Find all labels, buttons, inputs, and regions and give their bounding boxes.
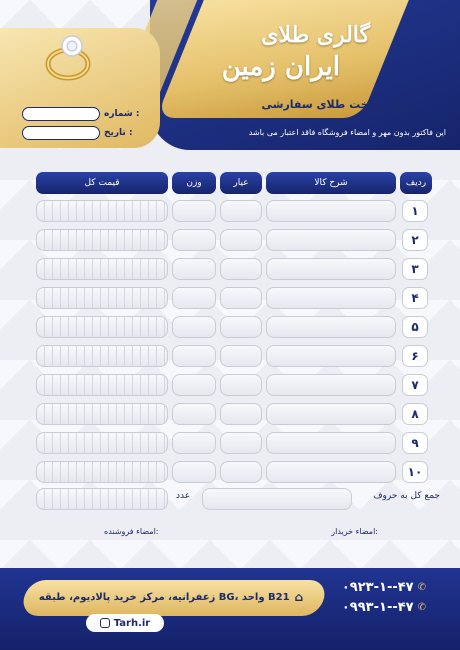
date-label: تاریخ : xyxy=(104,128,133,138)
description-cell[interactable] xyxy=(266,229,396,251)
phone-icon: ✆ xyxy=(417,582,426,593)
disclaimer: این فاکتور بدون مهر و امضاء فروشگاه فاقد اعتبار می باشد xyxy=(248,128,446,137)
karat-cell[interactable] xyxy=(220,403,262,425)
karat-cell[interactable] xyxy=(220,287,262,309)
ring-icon xyxy=(42,30,98,86)
total-words-input[interactable] xyxy=(202,488,352,510)
total-price-cell[interactable] xyxy=(36,258,168,280)
weight-cell[interactable] xyxy=(172,258,216,280)
weight-cell[interactable] xyxy=(172,316,216,338)
phone-2-text: ۰۹۹۳-۱--۴۷ xyxy=(341,600,414,615)
row-number: ۹ xyxy=(402,432,428,454)
instagram-icon xyxy=(100,618,110,628)
seller-signature-label: امضاء فروشنده: xyxy=(104,527,159,536)
col-description-header: شرح کالا xyxy=(266,172,396,194)
buyer-signature-label: امضاء خریدار: xyxy=(331,527,378,536)
row-number: ۴ xyxy=(402,287,428,309)
brand-title: گالری طلای xyxy=(261,22,370,48)
karat-cell[interactable] xyxy=(220,461,262,483)
brand-name: ایران زمین xyxy=(221,52,340,82)
row-number: ۶ xyxy=(402,345,428,367)
description-cell[interactable] xyxy=(266,345,396,367)
row-number: ۷ xyxy=(402,374,428,396)
phone-2 xyxy=(342,600,426,615)
karat-cell[interactable] xyxy=(220,258,262,280)
row-number: ۱ xyxy=(402,200,428,222)
col-karat-header: عیار xyxy=(220,172,262,194)
col-row-header: ردیف xyxy=(400,172,432,194)
karat-cell[interactable] xyxy=(220,316,262,338)
karat-cell[interactable] xyxy=(220,200,262,222)
phone-1-text: ۰۹۲۳-۱--۴۷ xyxy=(341,580,414,595)
description-cell[interactable] xyxy=(266,258,396,280)
total-price-cell[interactable] xyxy=(36,432,168,454)
total-price-cell[interactable] xyxy=(36,461,168,483)
number-input[interactable] xyxy=(22,107,100,121)
weight-cell[interactable] xyxy=(172,432,216,454)
description-cell[interactable] xyxy=(266,461,396,483)
row-number: ۸ xyxy=(402,403,428,425)
karat-cell[interactable] xyxy=(220,374,262,396)
subtitle: بورس ساخت طلای سفارشی xyxy=(261,98,420,111)
row-number: ۱۰ xyxy=(402,461,428,483)
karat-cell[interactable] xyxy=(220,229,262,251)
weight-cell[interactable] xyxy=(172,229,216,251)
description-cell[interactable] xyxy=(266,287,396,309)
row-number: ۳ xyxy=(402,258,428,280)
row-number: ۲ xyxy=(402,229,428,251)
description-cell[interactable] xyxy=(266,316,396,338)
row-number: ۵ xyxy=(402,316,428,338)
website-text: Tarh.ir xyxy=(113,617,151,629)
total-price-cell[interactable] xyxy=(36,316,168,338)
weight-cell[interactable] xyxy=(172,200,216,222)
date-field xyxy=(22,126,144,140)
weight-cell[interactable] xyxy=(172,287,216,309)
description-cell[interactable] xyxy=(266,403,396,425)
phone-icon: ✆ xyxy=(417,602,426,613)
date-input[interactable] xyxy=(22,126,100,140)
total-price-cell[interactable] xyxy=(36,374,168,396)
total-amount-input[interactable] xyxy=(36,488,168,510)
total-price-cell[interactable] xyxy=(36,229,168,251)
karat-cell[interactable] xyxy=(220,345,262,367)
phone-1 xyxy=(342,580,426,595)
karat-cell[interactable] xyxy=(220,432,262,454)
weight-cell[interactable] xyxy=(172,374,216,396)
address-text: زعفرانیه، مرکز خرید پالادیوم، طبقه BG، واحد B21 xyxy=(38,591,290,603)
total-price-cell[interactable] xyxy=(36,287,168,309)
description-cell[interactable] xyxy=(266,432,396,454)
number-label: شماره : xyxy=(104,109,140,119)
home-icon: ⌂ xyxy=(294,590,304,604)
description-cell[interactable] xyxy=(266,200,396,222)
total-price-cell[interactable] xyxy=(36,345,168,367)
weight-cell[interactable] xyxy=(172,403,216,425)
number-field xyxy=(22,107,144,121)
website-tag[interactable] xyxy=(86,614,164,632)
weight-cell[interactable] xyxy=(172,345,216,367)
total-words-label: جمع کل به حروف xyxy=(373,491,440,501)
total-price-cell[interactable] xyxy=(36,200,168,222)
address xyxy=(36,590,306,604)
weight-cell[interactable] xyxy=(172,461,216,483)
total-price-cell[interactable] xyxy=(36,403,168,425)
col-total-header: قیمت کل xyxy=(36,172,168,194)
count-label: عدد xyxy=(176,491,191,501)
description-cell[interactable] xyxy=(266,374,396,396)
col-weight-header: وزن xyxy=(172,172,216,194)
